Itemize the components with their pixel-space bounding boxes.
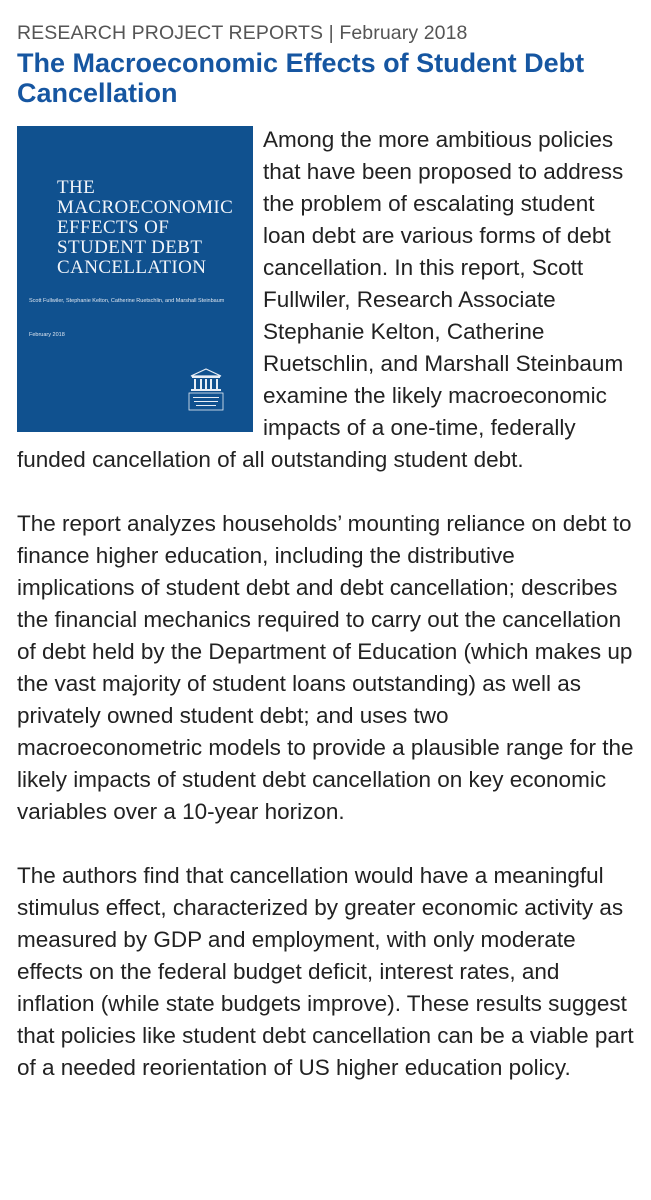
report-cover-image[interactable] bbox=[17, 126, 253, 432]
report-kicker: RESEARCH PROJECT REPORTS | February 2018 bbox=[17, 22, 468, 44]
cover-title-line: MACROECONOMIC bbox=[57, 197, 234, 218]
cover-title-line: THE bbox=[57, 177, 96, 198]
cover-title bbox=[57, 178, 247, 278]
abstract-paragraph: Among the more ambitious policies that have been proposed to address the problem of escalating student loan debt are various forms of debt cancellation. In this report, Scott Fullwiler, Research Associate Stephanie Kelton, Catherine Ruetschlin, and Marshall Steinbaum examine the likely macroeconomic impacts of a one-time, federally funded cancellation of all outstanding student debt. bbox=[17, 127, 624, 472]
levy-institute-logo-icon bbox=[185, 366, 227, 414]
cover-title-line: STUDENT DEBT bbox=[57, 237, 203, 258]
report-title[interactable]: The Macroeconomic Effects of Student Debt Cancellation bbox=[17, 48, 585, 108]
cover-title-line: CANCELLATION bbox=[57, 257, 207, 278]
cover-authors: Scott Fullwiler, Stephanie Kelton, Catherine Ruetschlin, and Marshall Steinbaum bbox=[29, 298, 225, 304]
cover-date: February 2018 bbox=[29, 332, 65, 338]
report-abstract bbox=[17, 124, 637, 1084]
cover-title-line: EFFECTS OF bbox=[57, 217, 170, 238]
abstract-paragraph: The report analyzes households’ mounting reliance on debt to finance higher education, including the distributive implications of student debt and debt cancellation; describes the financial mechanics required to carry out the cancellation of debt held by the Department of Education (which makes up the vast majority of student loans outstanding) as well as privately owned student debt; and uses two macroeconometric models to provide a plausible range for the likely impacts of student debt cancellation on key economic variables over a 10-year horizon. bbox=[17, 511, 634, 824]
abstract-paragraph: The authors find that cancellation would have a meaningful stimulus effect, characterized by greater economic activity as measured by GDP and employment, with only moderate effects on the federal budget deficit, interest rates, and inflation (while state budgets improve). These results suggest that policies like student debt cancellation can be a viable part of a needed reorientation of US higher education policy. bbox=[17, 863, 634, 1080]
